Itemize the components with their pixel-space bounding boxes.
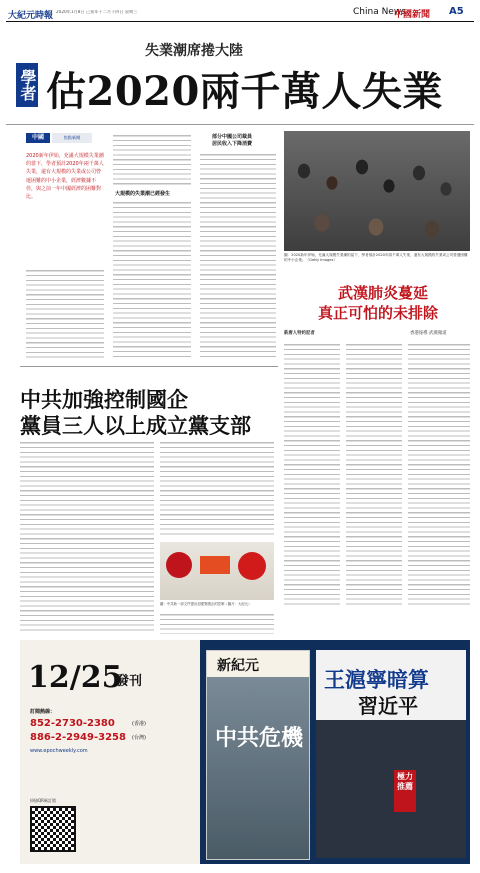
masthead-logo: 大紀元時報 — [8, 11, 54, 21]
ad-phone-hk-note: (香港) — [132, 721, 146, 727]
wuhan-byline: 新唐人特約記者 — [284, 331, 315, 336]
party-photo-caption: 圖：中共新一部文件提出加強對國企的控制（圖片：大紀元） — [160, 602, 252, 606]
crowd-photo — [284, 131, 470, 251]
magazine-2-subtitle: 習近平 — [358, 694, 418, 718]
lead-body-col-1 — [26, 268, 104, 360]
wuhan-body-col-2 — [346, 342, 402, 608]
ad-issue-label: 發刊 — [116, 674, 143, 689]
qr-code-icon[interactable] — [30, 806, 76, 852]
crowd-photo-caption: 圖：2020新年伊始，充滿大規模失業潮的當下，學者預計2020年兩千萬人失業，還有大規模的失業或公司營運困難的中小企業。（Getty Images） — [284, 253, 468, 262]
wuhan-body-col-1 — [284, 342, 340, 608]
header-divider — [6, 21, 474, 22]
lead-body-col-2b — [113, 200, 191, 360]
ad-issue-date: 12/25 — [28, 660, 123, 695]
lead-subhead-2: 部分中國公司裁員 — [212, 134, 253, 140]
ad-website[interactable]: www.epochweekly.com — [30, 748, 88, 754]
ad-subscribe-label: 訂閱熱線： — [30, 709, 56, 715]
ad-phone-tw-note: (台灣) — [132, 735, 146, 741]
state-enterprise-photo — [160, 542, 274, 600]
party-body-col-2 — [160, 440, 274, 538]
wuhan-headline-1: 武漢肺炎蔓延 — [338, 284, 429, 302]
lead-subhead-1: 大規模的失業潮已經發生 — [115, 191, 171, 197]
party-headline-2: 黨員三人以上成立黨支部 — [20, 413, 251, 438]
ad-app-label: 掃描QR碼訂閱 — [30, 798, 56, 803]
magazine-2-badge: 極力推薦 — [394, 770, 416, 812]
wuhan-dateline: 香港報導 武漢頻道 — [410, 331, 447, 336]
red-logo-3 — [238, 552, 266, 580]
lead-headline: 估2020兩千萬人失業 — [46, 68, 443, 115]
magazine-cover-1[interactable] — [206, 650, 310, 860]
ad-phone-tw[interactable]: 886-2-2949-3258 — [30, 732, 126, 743]
magazine-1-title: 新紀元 — [217, 658, 259, 674]
lead-tag: 中國 — [26, 133, 50, 143]
lead-kicker: 失業潮席捲大陸 — [145, 43, 243, 59]
party-body-col-3 — [160, 612, 274, 634]
party-body-col-1 — [20, 440, 154, 634]
lead-deck: 2020新年伊始，充滿大規模失業潮的當下，學者預計2020年兩千萬人失業，還有大規模的失業或公司營運困難的中小企業，經濟數據不佳，與之前一年中國經濟的困難對比。 — [26, 153, 104, 201]
wuhan-body-col-3 — [408, 342, 470, 608]
section-divider — [20, 366, 278, 367]
lead-tag-sub: 焦點新聞 — [52, 133, 92, 143]
lead-subhead-3: 居民收入下降消費 — [212, 141, 253, 147]
lead-body-col-2 — [113, 133, 191, 185]
party-headline-1: 中共加強控制國企 — [20, 387, 188, 412]
ad-phone-hk[interactable]: 852-2730-2380 — [30, 718, 115, 729]
section-name-cn: 中國新聞 — [394, 10, 431, 20]
headline-divider — [6, 124, 474, 125]
magazine-1-cover-text: 中共危機 — [215, 725, 304, 751]
wuhan-headline-2: 真正可怕的未排除 — [318, 304, 439, 322]
page-number: A5 — [449, 6, 464, 17]
magazine-cover-2[interactable] — [316, 650, 466, 858]
section-name: China News — [353, 7, 406, 17]
lead-body-col-3 — [200, 152, 276, 360]
magazine-2-title: 王滬寧暗算 — [324, 667, 429, 692]
lead-side-badge: 學者 — [16, 63, 38, 107]
date-line: 2020年1月8日 己亥年十二月十四日 星期三 — [56, 10, 138, 14]
red-logo-2 — [200, 556, 230, 574]
red-logo-1 — [166, 552, 192, 578]
